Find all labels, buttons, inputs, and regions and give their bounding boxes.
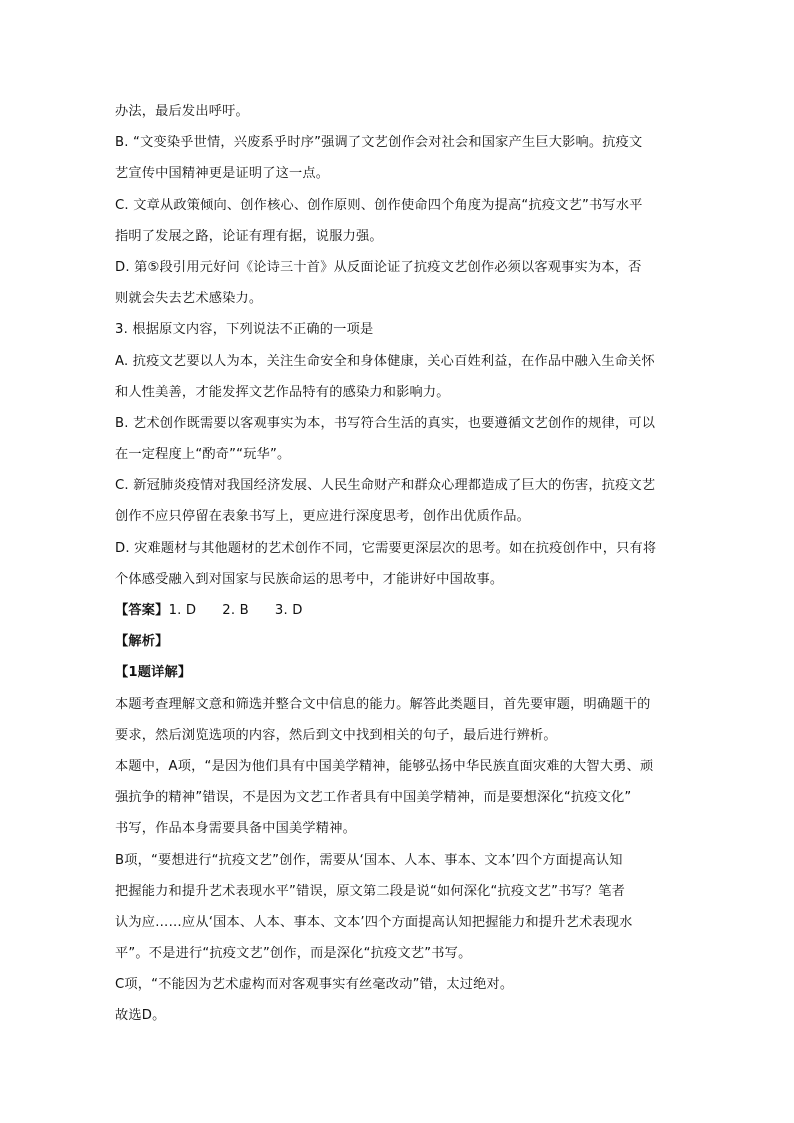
option-c-line: C. 文章从政策倾向、创作核心、创作原则、创作使命四个角度为提高“抗疫文艺”书写水平 — [115, 197, 643, 213]
text-line: 创作不应只停留在表象书写上，更应进行深度思考，创作出优质作品。 — [115, 509, 531, 525]
answer-item: 2. B — [222, 603, 249, 618]
answer-line — [115, 595, 685, 626]
text-line: 个体感受融入到对国家与民族命运的思考中，才能讲好中国故事。 — [115, 571, 504, 587]
analysis-line: B项，“要想进行“抗疫文艺”创作，需要从‘国本、人本、事本、文本’四个方面提高认知 — [115, 852, 623, 868]
option-b-line: B. “文变染乎世情，兴废系乎时序”强调了文艺创作会对社会和国家产生巨大影响。抗疫文 — [115, 135, 643, 151]
analysis-line: 本题考查理解文意和筛选并整合文中信息的能力。解答此类题目，首先要审题，明确题干的 — [115, 696, 651, 712]
analysis-line: 书写，作品本身需要具备中国美学精神。 — [115, 821, 356, 837]
conclusion-line: 故选D。 — [115, 1008, 166, 1024]
option-d-line: D. 第⑤段引用元好问《论诗三十首》从反面论证了抗疫文艺创作必须以客观事实为本，否 — [115, 259, 642, 275]
text-line: 则就会失去艺术感染力。 — [115, 291, 263, 307]
analysis-line: 强抗争的精神”错误，不是因为文艺工作者具有中国美学精神，而是要想深化“抗疫文化” — [115, 790, 632, 806]
detail-tag: 【1题详解】 — [115, 665, 192, 681]
analysis-line: 要求，然后浏览选项的内容，然后到文中找到相关的句子，最后进行辨析。 — [115, 727, 557, 743]
analysis-line: 本题中，A项，“是因为他们具有中国美学精神，能够弘扬中华民族直面灾难的大智大勇、顽 — [115, 758, 654, 774]
text-line: 艺宣传中国精神更是证明了这一点。 — [115, 166, 330, 182]
text-line: 和人性美善，才能发挥文艺作品特有的感染力和影响力。 — [115, 384, 450, 400]
answer-item: 3. D — [274, 603, 303, 618]
analysis-line: 平”。不是进行“抗疫文艺”创作，而是深化“抗疫文艺”书写。 — [115, 946, 472, 962]
option-b-line: B. 艺术创作既需要以客观事实为本，书写符合生活的真实，也要遵循文艺创作的规律，可以 — [115, 415, 656, 431]
question-3: 3. 根据原文内容，下列说法不正确的一项是 — [115, 322, 374, 338]
analysis-line: 把握能力和提升艺术表现水平”错误，原文第二段是说“如何深化“抗疫文艺”书写？笔者 — [115, 883, 626, 899]
analysis-tag: 【解析】 — [115, 634, 169, 650]
text-line: 指明了发展之路，论证有理有据，说服力强。 — [115, 228, 383, 244]
analysis-line: C项，“不能因为艺术虚构而对客观事实有丝毫改动”错，太过绝对。 — [115, 977, 514, 993]
answer-tag: 【答案】 — [115, 603, 169, 618]
option-a-line: A. 抗疫文艺要以人为本，关注生命安全和身体健康，关心百姓利益，在作品中融入生命关怀 — [115, 353, 655, 369]
text-line: 在一定程度上“酌奇”“玩华”。 — [115, 447, 291, 463]
document-body — [115, 96, 685, 1032]
analysis-line: 认为应……应从‘国本、人本、事本、文本’四个方面提高认知把握能力和提升艺术表现水 — [115, 914, 633, 930]
text-line: 办法，最后发出呼吁。 — [115, 104, 249, 119]
option-d-line: D. 灾难题材与其他题材的艺术创作不同，它需要更深层次的思考。如在抗疫创作中，只有将 — [115, 540, 657, 556]
option-c-line: C. 新冠肺炎疫情对我国经济发展、人民生命财产和群众心理都造成了巨大的伤害，抗疫文艺 — [115, 478, 656, 494]
answer-item: 1. D — [168, 603, 197, 618]
